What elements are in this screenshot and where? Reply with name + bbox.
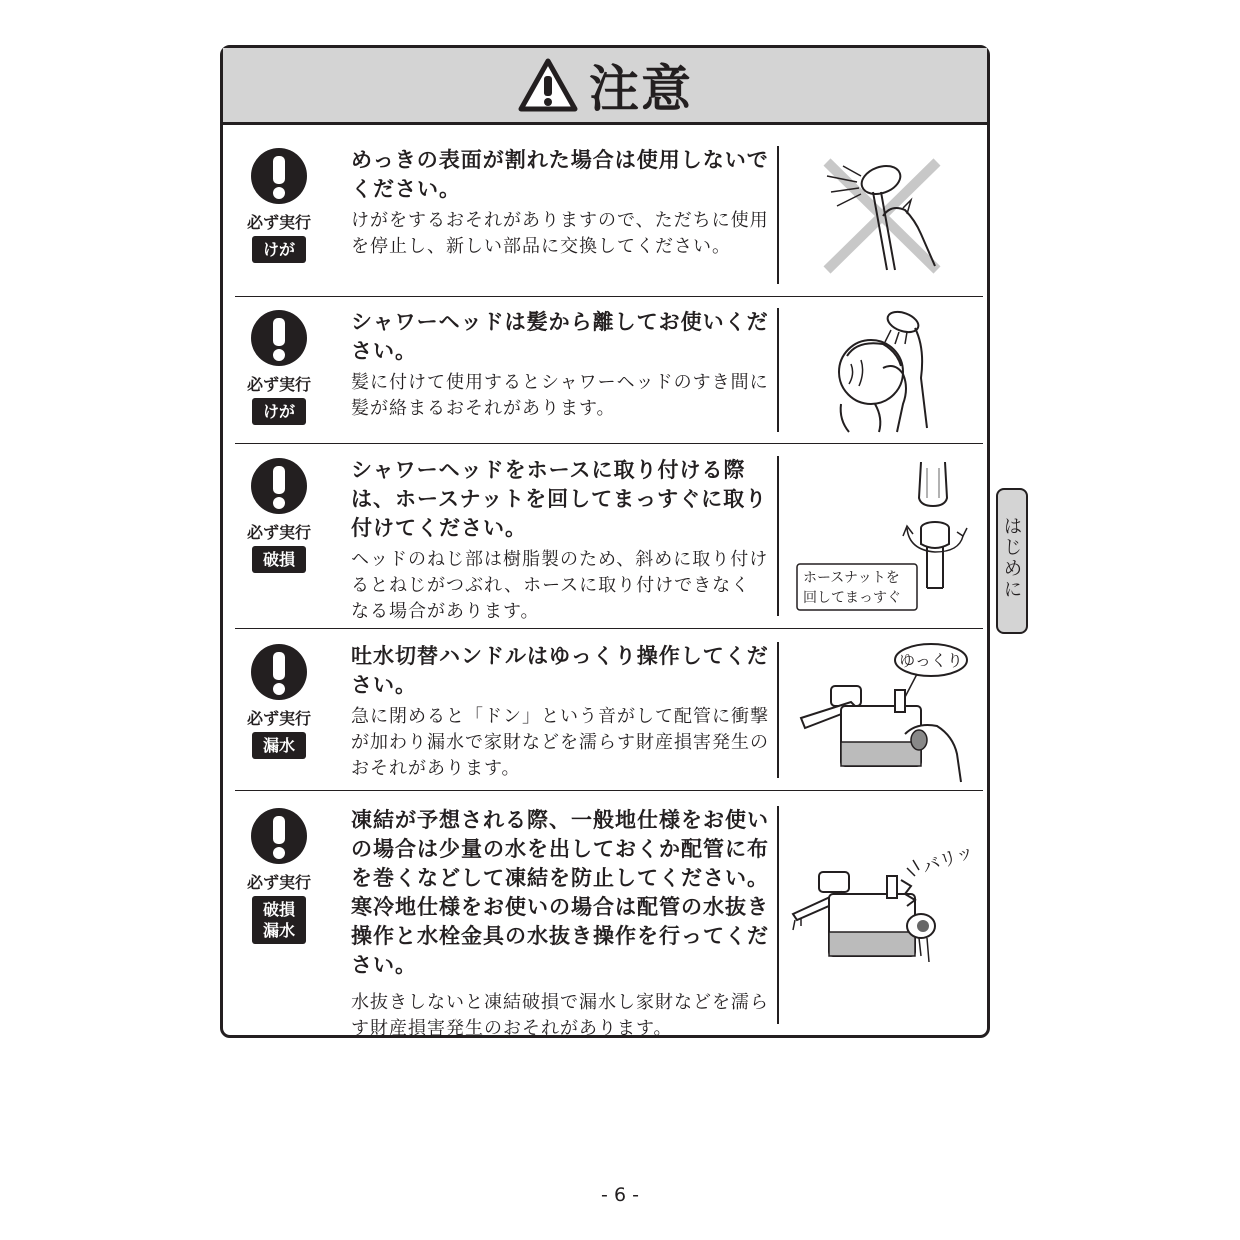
caution-item-2 — [223, 308, 987, 443]
mandatory-action-icon — [249, 308, 309, 368]
mandatory-action-icon — [249, 642, 309, 702]
section-tab[interactable] — [996, 488, 1028, 634]
mandatory-action-icon — [249, 456, 309, 516]
row-separator — [235, 443, 983, 444]
mandatory-action-icon — [249, 146, 309, 206]
requirement-label: 必ず実行 — [246, 523, 311, 542]
caution-item-1 — [223, 146, 987, 296]
row-separator — [235, 790, 983, 791]
caution-item-3 — [223, 456, 987, 626]
item-heading: 凍結が予想される際、一般地仕様をお使いの場合は少量の水を出しておくか配管に布を巻くなどして凍結を防止してください。寒冷地仕様をお使いの場合は配管の水抜き操作と水栓金具の水抜き操作を行ってください。 — [351, 808, 769, 977]
column-divider — [777, 642, 779, 778]
requirement-label: 必ず実行 — [246, 213, 311, 232]
column-divider — [777, 308, 779, 432]
hazard-tag: 破損 漏水 — [252, 896, 306, 944]
crack-sound-text: バリッ — [919, 840, 977, 879]
item-body: 急に閉めると「ドン」という音がして配管に衝撃が加わり漏水で家財などを濡らす財産損害発生のおそれがあります。 — [351, 706, 769, 779]
cracked-shower-head-prohibited-illustration — [791, 148, 971, 282]
hazard-tag: 漏水 — [252, 732, 306, 759]
row-separator — [235, 628, 983, 629]
caution-panel — [220, 45, 990, 1038]
frozen-faucet-crack-illustration — [791, 840, 977, 986]
requirement-label: 必ず実行 — [246, 709, 311, 728]
caution-item-4 — [223, 642, 987, 790]
section-tab-label: はじめに — [1000, 516, 1023, 600]
callout-text: ゆっくり — [899, 651, 963, 670]
column-divider — [777, 806, 779, 1024]
item-heading: 吐水切替ハンドルはゆっくり操作してください。 — [351, 644, 769, 697]
item-heading: めっきの表面が割れた場合は使用しないでください。 — [351, 148, 769, 201]
warning-triangle-icon — [517, 57, 579, 113]
item-heading: シャワーヘッドは髪から離してお使いください。 — [351, 310, 769, 363]
mandatory-action-icon — [249, 806, 309, 866]
hazard-tag: けが — [252, 398, 306, 425]
caution-item-5 — [223, 806, 987, 1039]
item-heading: シャワーヘッドをホースに取り付ける際は、ホースナットを回してまっすぐに取り付けてください。 — [351, 458, 768, 540]
hazard-tag: 破損 — [252, 546, 306, 573]
faucet-handle-slowly-illustration — [791, 642, 971, 782]
row-separator — [235, 296, 983, 297]
requirement-label: 必ず実行 — [246, 375, 311, 394]
item-body: 髪に付けて使用するとシャワーヘッドのすき間に髪が絡まるおそれがあります。 — [351, 372, 769, 419]
page-number: - 6 - — [601, 1184, 639, 1206]
item-body: けがをするおそれがありますので、ただちに使用を停止し、新しい部品に交換してください。 — [351, 210, 769, 257]
callout-line: ホースナットを — [803, 570, 900, 586]
column-divider — [777, 146, 779, 284]
person-washing-hair-illustration — [791, 308, 971, 432]
column-divider — [777, 456, 779, 616]
callout-line: 回してまっすぐ — [803, 590, 901, 606]
item-body: 水抜きしないと凍結破損で漏水し家財などを濡らす財産損害発生のおそれがあります。 — [351, 992, 769, 1039]
item-body: ヘッドのねじ部は樹脂製のため、斜めに取り付けるとねじがつぶれ、ホースに取り付けできなくなる場合があります。 — [351, 549, 769, 622]
hazard-tag: けが — [252, 236, 306, 263]
requirement-label: 必ず実行 — [246, 873, 311, 892]
caution-header — [223, 48, 987, 125]
hose-nut-attachment-illustration — [791, 458, 971, 614]
caution-title: 注意 — [589, 60, 693, 118]
